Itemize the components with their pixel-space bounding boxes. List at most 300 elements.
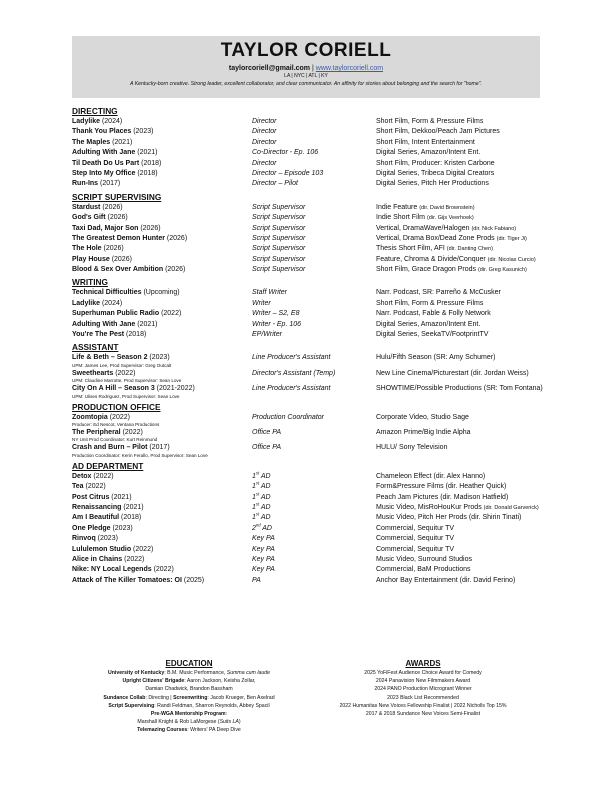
entry-year: (2023): [95, 535, 118, 543]
credit-text: Peach Jam Pictures (dir. Madison Hatfield): [376, 493, 509, 501]
entry-row: [72, 472, 540, 482]
entry-role: Director: [252, 159, 277, 167]
credit-text: Music Video, Surround Studios: [376, 555, 472, 563]
entry-name: God's Gift: [72, 214, 106, 222]
credit-note: (dir. Danting Chen): [446, 246, 493, 253]
entry-role: Script Supervisor: [252, 245, 306, 253]
entry-year: (2022): [107, 413, 130, 421]
education-line: [72, 677, 306, 685]
entry-role: [252, 555, 275, 565]
entry-row: [72, 482, 540, 492]
entry-year: (2022): [131, 545, 154, 553]
entry-credit: [376, 148, 480, 158]
entry-subnote: UPM: Ulises Rodriguez, Prod Supervisor: Sean Love: [72, 393, 180, 399]
entry-name: The Hole: [72, 245, 102, 253]
entry-year: (2026): [105, 214, 128, 222]
entry-credit: [376, 309, 491, 319]
role-number: 1: [252, 483, 256, 491]
entry-name: Tea: [72, 483, 84, 491]
entry-name: Thank You Places: [72, 128, 132, 136]
entry-credit: [376, 234, 527, 244]
entry-row: [72, 493, 540, 503]
education-text: : Randi Feldman, Sharron Reynolds, Abbey Spacil: [154, 702, 270, 709]
entry-row: [72, 330, 540, 340]
entry-name: Sweethearts: [72, 369, 114, 377]
education-line: [72, 710, 306, 718]
entry-name: The Peripheral: [72, 428, 121, 436]
entry-credit: [376, 179, 489, 189]
section-title: SCRIPT SUPERVISING: [72, 191, 162, 202]
entry-year: (2021): [135, 320, 158, 328]
entry-name: Life & Beth – Season 2: [72, 354, 148, 362]
entry-credit: [376, 555, 472, 565]
entry-row: [72, 159, 540, 169]
entry-year: (2026): [100, 203, 123, 211]
entry-year: (2022): [120, 428, 143, 436]
role-ordinal: st: [255, 470, 260, 476]
entry-role: Writer – S2, E8: [252, 310, 300, 318]
section-title: DIRECTING: [72, 106, 118, 116]
entry-credit: [376, 482, 506, 492]
entry-row: [72, 179, 540, 189]
role-ordinal: st: [255, 480, 260, 486]
section-title: AD DEPARTMENT: [72, 460, 144, 471]
role-text: Key PA: [252, 545, 275, 553]
entry-title: [72, 443, 170, 453]
entry-credit: [376, 330, 488, 340]
entry-name: Detox: [72, 472, 92, 480]
entry-row: [72, 524, 540, 534]
entry-credit: [376, 265, 527, 275]
entry-name: Stardust: [72, 203, 101, 211]
entry-role: [252, 482, 271, 492]
entry-year: (2021-2022): [154, 385, 195, 393]
entry-name: Taxi Dad, Major Son: [72, 224, 139, 232]
education-text: ): [238, 719, 241, 726]
entry-role: Production Coordinator: [252, 413, 324, 421]
entry-title: [72, 169, 158, 179]
entry-role: Office PA: [252, 444, 282, 452]
entry-year: (2024): [100, 118, 123, 125]
entry-title: [72, 545, 153, 555]
education-line: [72, 685, 306, 693]
credit-text: Amazon Prime/Big Indie Alpha: [376, 428, 471, 436]
entry-name: Nike: NY Local Legends: [72, 566, 152, 574]
entry-credit: [376, 513, 521, 523]
entry-role: Script Supervisor: [252, 224, 306, 232]
entry-role: Writer - Ep. 106: [252, 320, 302, 328]
role-ordinal: nd: [255, 522, 261, 528]
entry-credit: [376, 127, 500, 137]
entry-title: [72, 503, 144, 513]
credit-text: Music Video, MisRoHouKur Prods: [376, 503, 484, 511]
entry-title: [72, 576, 204, 586]
entry-row: [72, 534, 540, 544]
credit-text: Indie Short Film: [376, 214, 427, 222]
separator: |: [312, 65, 314, 72]
education-text: : B.M. Music Performance,: [164, 670, 227, 676]
entry-year: (2021): [109, 493, 132, 501]
education-line: [72, 718, 306, 726]
entry-title: [72, 353, 170, 363]
entry-name: Step Into My Office: [72, 169, 136, 177]
entry-title: [72, 159, 161, 169]
role-ordinal: st: [255, 491, 260, 497]
education-text: : Directing |: [145, 694, 174, 701]
education-italic: Summa cum laude: [226, 670, 271, 676]
role-text: AD: [260, 524, 272, 532]
entry-year: (2025): [181, 576, 205, 584]
entry-role: Staff Writer: [252, 289, 288, 297]
credit-text: Commercial, Sequitur TV: [376, 524, 455, 532]
entry-title: [72, 203, 123, 213]
entry-role: Director: [252, 128, 277, 136]
section-writing: [72, 277, 540, 340]
credit-text: Short Film, Producer: Kristen Carbone: [376, 159, 495, 167]
entry-credit: [376, 138, 475, 148]
entry-title: [72, 255, 132, 265]
entry-row: [72, 288, 540, 298]
entry-subnote: UPM: Claudine Marrotte, Prod Supervisor: Sean Love: [72, 378, 182, 384]
credit-text: Thesis Short Film, AFI: [376, 245, 447, 253]
entry-role: [252, 534, 275, 544]
entry-name: Technical Difficulties: [72, 289, 142, 297]
education-text: : Jacob Krueger, Ben Axelrad: [207, 694, 275, 701]
education-text: Marshall Knight & Rob LaMorgese (: [137, 719, 220, 726]
credit-text: Short Film, Intent Entertainment: [376, 138, 475, 146]
entry-name: The Greatest Demon Hunter: [72, 234, 165, 242]
entry-title: [72, 330, 146, 340]
credit-note: (dir. David Brownstein): [419, 204, 475, 211]
entry-name: The Maples: [72, 138, 111, 146]
bottom-columns: [72, 658, 540, 758]
entry-name: Alice in Chains: [72, 555, 123, 563]
credit-text: Narr. Podcast, SR: Parreño & McCusker: [376, 289, 501, 297]
entry-row: [72, 513, 540, 523]
entry-role: Script Supervisor: [252, 214, 306, 222]
credit-text: Narr. Podcast, Fable & Folly Network: [376, 310, 491, 318]
education-label: Sundance Collab: [103, 694, 146, 701]
role-ordinal: st: [255, 501, 260, 507]
education-label: Screenwriting: [173, 694, 208, 701]
entry-credit: [376, 493, 508, 503]
entry-row: [72, 555, 540, 565]
role-number: 1: [252, 503, 256, 511]
entry-credit: [376, 384, 543, 394]
entry-name: Blood & Sex Over Ambition: [72, 266, 164, 274]
entry-row: [72, 255, 540, 265]
entry-title: [72, 244, 124, 254]
education-text: Damian Chadwick, Brandon Bassham: [145, 686, 233, 693]
entry-role: Script Supervisor: [252, 203, 306, 211]
award-line: 2024 PANO Production Microgrant Winner: [374, 686, 472, 693]
entry-role: [252, 545, 275, 555]
entry-year: (2026): [101, 245, 124, 253]
role-text: AD: [259, 493, 271, 501]
education-line: [72, 726, 306, 734]
education-text: : Writers' PA Deep Dive: [187, 727, 241, 734]
role-text: Key PA: [252, 555, 275, 563]
entry-year: (2021): [135, 149, 158, 157]
awards-title: AWARDS: [405, 659, 441, 668]
credit-text: HULU/ Sony Television: [376, 444, 448, 452]
entry-name: Zoomtopia: [72, 413, 108, 421]
credit-text: Commercial, Sequitur TV: [376, 545, 455, 553]
credit-text: Form&Pressure Films (dir. Heather Quick): [376, 483, 507, 491]
entry-row: [72, 299, 540, 309]
credit-text: Digital Series, Amazon/Intent Ent.: [376, 320, 481, 328]
section-title: ASSISTANT: [72, 342, 119, 353]
tagline: A Kentucky-born creative. Strong leader, excellent collaborator, and clear communicator. An affinity for stories about belonging and the search for "home".: [129, 81, 482, 87]
entry-name: Adulting With Jane: [72, 149, 136, 157]
entry-subnote: UPM: James Lee, Prod Supervisor: Greg Outcalt: [72, 362, 172, 368]
entry-title: [72, 234, 187, 244]
entry-title: [72, 117, 122, 127]
entry-role: Co-Director - Ep. 106: [252, 149, 319, 157]
credit-text: Short Film, Grace Dragon Prods: [376, 266, 478, 274]
education-label: Script Supervising: [108, 702, 155, 709]
entry-row: [72, 213, 540, 223]
role-text: Key PA: [252, 535, 275, 543]
entry-subnote: NY Unit Prod Coordinator: Kurt Reinmund: [72, 437, 158, 443]
entry-row: [72, 428, 540, 438]
entry-row: [72, 545, 540, 555]
entry-credit: [376, 299, 483, 309]
entry-year: (2017): [147, 444, 170, 452]
entry-role: Director's Assistant (Temp): [252, 369, 336, 377]
entry-year: (2018): [139, 159, 162, 167]
entry-year: (2022): [113, 369, 136, 377]
education-line: [72, 702, 306, 710]
section-assistant: [72, 342, 543, 399]
entry-role: EP/Writer: [252, 331, 282, 339]
entry-role: Office PA: [252, 428, 282, 436]
section-title: PRODUCTION OFFICE: [72, 401, 161, 412]
entry-credit: [376, 413, 469, 423]
credit-text: Corporate Video, Studio Sage: [376, 413, 469, 421]
entry-year: (2018): [119, 514, 142, 522]
entry-credit: [376, 288, 501, 298]
awards-column: [306, 658, 540, 718]
credit-note: (dir. Nicolas Curcio): [487, 256, 536, 263]
entry-year: (2023): [131, 128, 154, 136]
education-label: Upright Citizens' Brigade: [122, 678, 185, 685]
cities: LA | NYC | ATL | KY: [284, 73, 328, 79]
entry-name: Lululemon Studio: [72, 545, 132, 553]
entry-role: Line Producer's Assistant: [252, 354, 331, 362]
entry-title: [72, 555, 144, 565]
education-label: University of Kentucky: [107, 670, 165, 676]
entry-name: Run-Ins: [72, 180, 99, 188]
resume-content: [72, 104, 543, 586]
entry-title: [72, 565, 174, 575]
entry-title: [72, 309, 181, 319]
entry-year: (2026): [138, 224, 161, 232]
entry-title: [72, 265, 185, 275]
entry-name: Crash and Burn – Pilot: [72, 444, 148, 452]
entry-credit: [376, 224, 516, 234]
page-title: TAYLOR CORIELL: [220, 40, 392, 61]
entry-row: [72, 413, 540, 423]
entry-year: (2022): [151, 566, 174, 574]
entry-title: [72, 369, 135, 379]
entry-row: [72, 565, 540, 575]
education-line: [72, 694, 306, 702]
entry-credit: [376, 472, 485, 482]
education-column: [72, 658, 306, 735]
entry-subnote: Producer: Ed Nescot, Ventana Productions: [72, 421, 160, 427]
award-line: 2022 Humanitas New Voices Fellowship Finalist | 2022 Nicholls Top 15%: [339, 702, 507, 709]
entry-credit: [376, 117, 483, 127]
credit-note: (dir. Donald Garverick): [483, 504, 539, 511]
entry-name: City On A Hill – Season 3: [72, 385, 155, 393]
entry-title: [72, 288, 180, 298]
entry-title: [72, 472, 114, 482]
entry-row: [72, 309, 540, 319]
section-directing: [72, 106, 540, 190]
education-text: : Aaron Jackson, Keisha Zollar,: [184, 678, 256, 685]
award-line: 2024 Panavision New Filmmakers Award: [375, 678, 471, 685]
entry-title: [72, 127, 153, 137]
credit-text: Vertical, DramaWave/Halogen: [376, 224, 472, 232]
entry-credit: [376, 545, 454, 555]
section-script-supervising: [72, 192, 540, 276]
role-text: AD: [259, 514, 271, 522]
entry-row: [72, 244, 540, 254]
entry-role: [252, 513, 271, 523]
entry-credit: [376, 369, 529, 379]
entry-credit: [376, 244, 493, 254]
entry-year: (2022): [91, 472, 114, 480]
entry-row: [72, 203, 540, 213]
entry-year: (2021): [110, 138, 133, 146]
entry-role: Director – Episode 103: [252, 169, 324, 177]
entry-name: Ladylike: [72, 118, 101, 125]
entry-role: Script Supervisor: [252, 266, 306, 274]
entry-row: [72, 169, 540, 179]
education-line: [72, 669, 306, 677]
credit-text: Digital Series, Amazon/Intent Ent.: [376, 149, 481, 157]
credit-text: Digital Series, Pitch Her Productions: [376, 180, 489, 188]
entry-year: (2022): [122, 555, 145, 563]
entry-row: [72, 224, 540, 234]
entry-year: (2021): [121, 503, 144, 511]
credit-text: SHOWTIME/Possible Productions (SR: Tom Fontana): [376, 385, 543, 393]
credit-text: Indie Feature: [376, 203, 420, 211]
award-line: 2023 Black List Recommended: [387, 694, 459, 701]
entry-name: Play House: [72, 255, 110, 263]
entry-credit: [376, 320, 480, 330]
entry-title: [72, 413, 130, 423]
section-production-office: [72, 402, 540, 459]
entry-year: (2022): [83, 483, 106, 491]
entry-row: [72, 384, 543, 394]
entry-name: Til Death Do Us Part: [72, 159, 140, 167]
entry-row: [72, 148, 540, 158]
credit-text: Short Film, Dekkoo/Peach Jam Pictures: [376, 128, 500, 136]
entry-name: You're The Pest: [72, 331, 125, 339]
entry-title: [72, 138, 132, 148]
credit-text: New Line Cinema/Picturestart (dir. Jordan Weiss): [376, 369, 529, 377]
entry-credit: [376, 159, 495, 169]
entry-role: [252, 472, 271, 482]
entry-credit: [376, 534, 454, 544]
entry-title: [72, 148, 158, 158]
award-line: 2025 YoFiFest Audience Choice Award for Comedy: [364, 670, 482, 676]
entry-row: [72, 369, 540, 379]
role-number: 1: [252, 514, 256, 522]
entry-credit: [376, 443, 447, 453]
entry-title: [72, 384, 195, 394]
entry-year: (2018): [124, 331, 147, 339]
credit-text: Digital Series, SeekaTV/FootprintTV: [376, 331, 489, 339]
role-text: AD: [259, 483, 271, 491]
entry-title: [72, 524, 133, 534]
entry-credit: [376, 524, 454, 534]
entry-name: Post Citrus: [72, 493, 110, 501]
entry-role: [252, 524, 272, 534]
entry-title: [72, 320, 158, 330]
entry-title: [72, 224, 161, 234]
entry-credit: [376, 576, 515, 586]
credit-text: Feature, Chroma & Divide/Conquer: [376, 255, 488, 263]
entry-name: Attack of The Killer Tomatoes: OI: [72, 576, 182, 584]
entry-subnote: Production Coordinator: Kerin Ferallo, Prod Supervisor: Sean Love: [72, 452, 208, 458]
entry-row: [72, 234, 540, 244]
credit-text: Music Video, Pitch Her Prods (dir. Shirin Tinati): [376, 514, 522, 522]
credit-text: Chameleon Effect (dir. Alex Hanno): [376, 472, 486, 480]
entry-title: [72, 482, 106, 492]
entry-role: Director: [252, 118, 277, 125]
entry-title: [72, 513, 141, 523]
credit-note: (dir. Nick Fabiano): [471, 225, 517, 232]
role-text: AD: [259, 472, 271, 480]
credit-note: (dir. Gijs Veerhoek): [426, 215, 474, 222]
entry-credit: [376, 353, 495, 363]
entry-credit: [376, 203, 475, 213]
email-link[interactable]: taylorcoriell@gmail.com: [228, 65, 311, 72]
entry-title: [72, 493, 132, 503]
entry-title: [72, 534, 118, 544]
entry-name: Ladylike: [72, 299, 101, 307]
entry-role: [252, 565, 275, 575]
header-box: [72, 36, 540, 98]
entry-role: Director: [252, 138, 277, 146]
education-label: Pre-WGA Mentorship Program: [150, 711, 226, 718]
entry-name: One Pledge: [72, 524, 111, 532]
entry-year: (2026): [163, 266, 186, 274]
section-title: WRITING: [72, 277, 108, 288]
role-number: 1: [252, 472, 256, 480]
credit-text: Commercial, BaM Productions: [376, 566, 471, 574]
entry-year: (2026): [109, 255, 132, 263]
credit-text: Anchor Bay Entertainment (dir. David Ferino): [376, 576, 516, 584]
entry-year: (2023): [110, 524, 133, 532]
entry-row: [72, 503, 540, 513]
entry-credit: [376, 213, 474, 223]
website-link[interactable]: www.taylorcoriell.com: [315, 65, 384, 72]
entry-credit: [376, 255, 536, 265]
entry-name: Am I Beautiful: [72, 514, 120, 522]
entry-year: (Upcoming): [141, 289, 180, 297]
credit-text: Hulu/Fifth Season (SR: Amy Schumer): [376, 354, 496, 362]
section-ad-department: [72, 461, 540, 586]
entry-title: [72, 299, 122, 309]
entry-year: (2017): [98, 180, 121, 188]
entry-role: [252, 493, 271, 503]
entry-row: [72, 117, 540, 127]
entry-title: [72, 213, 128, 223]
